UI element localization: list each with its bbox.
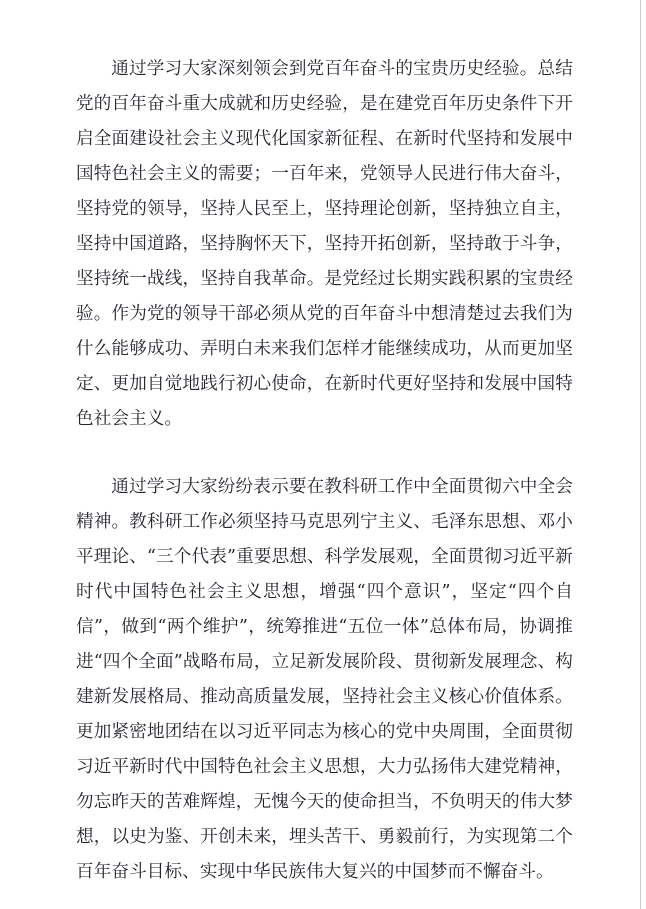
document-text-body bbox=[76, 52, 573, 890]
page-border-right-rule bbox=[640, 0, 641, 909]
body-paragraph-1: 通过学习大家深刻领会到党百年奋斗的宝贵历史经验。总结党的百年奋斗重大成就和历史经验，是在建党百年历史条件下开启全面建设社会主义现代化国家新征程、在新时代坚持和发展中国特色社会主义的需要；一百年来，党领导人民进行伟大奋斗，坚持党的领导，坚持人民至上，坚持理论创新，坚持独立自主，坚持中国道路，坚持胸怀天下，坚持开拓创新，坚持敢于斗争，坚持统一战线，坚持自我革命。是党经过长期实践积累的宝贵经验。作为党的领导干部必须从党的百年奋斗中想清楚过去我们为什么能够成功、弄明白未来我们怎样才能继续成功，从而更加坚定、更加自觉地践行初心使命，在新时代更好坚持和发展中国特色社会主义。 bbox=[76, 59, 573, 429]
body-paragraph-2: 通过学习大家纷纷表示要在教科研工作中全面贯彻六中全会精神。教科研工作必须坚持马克思列宁主义、毛泽东思想、邓小平理论、“三个代表”重要思想、科学发展观，全面贯彻习近平新时代中国特色社会主义思想，增强“四个意识”，坚定“四个自信”，做到“两个维护”，统筹推进“五位一体”总体布局，协调推进“四个全面”战略布局，立足新发展阶段、贯彻新发展理念、构建新发展格局、推动高质量发展，坚持社会主义核心价值体系。更加紧密地团结在以习近平同志为核心的党中央周围，全面贯彻习近平新时代中国特色社会主义思想，大力弘扬伟大建党精神，勿忘昨天的苦难辉煌，无愧今天的使命担当，不负明天的伟大梦想，以史为鉴、开创未来，埋头苦干、勇毅前行，为实现第二个百年奋斗目标、实现中华民族伟大复兴的中国梦而不懈奋斗。 bbox=[76, 477, 573, 882]
